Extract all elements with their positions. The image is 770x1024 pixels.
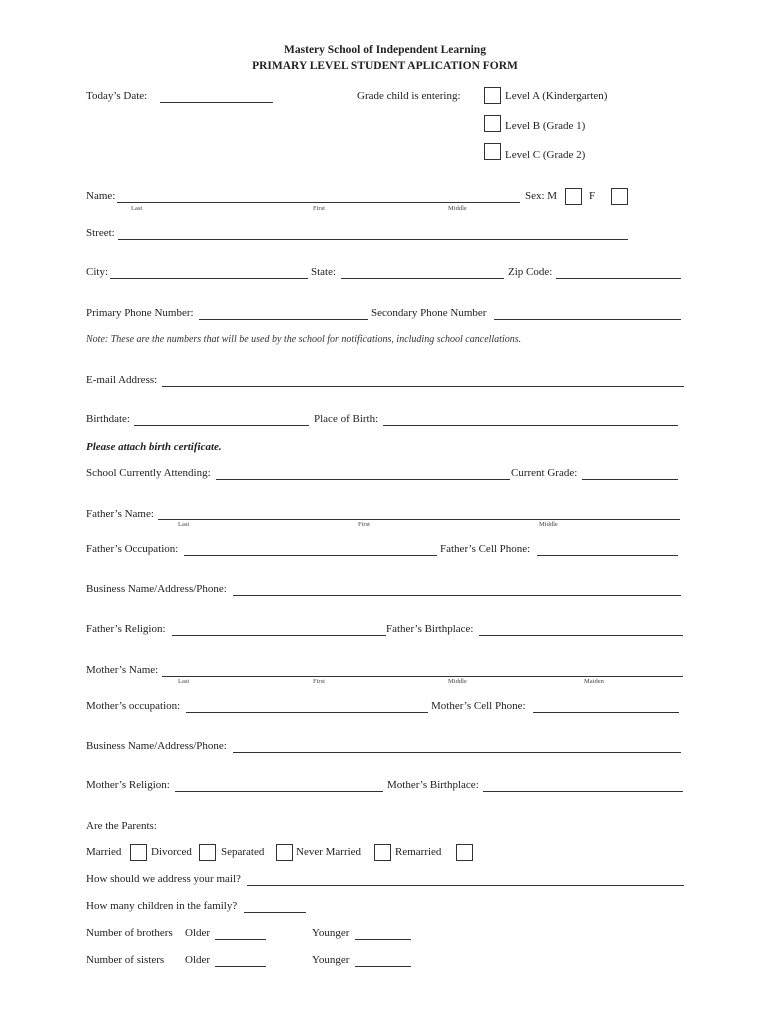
name-field[interactable] [117, 202, 520, 203]
todays-date-field[interactable] [160, 102, 273, 103]
married-checkbox[interactable] [130, 844, 147, 861]
father-sub-first: First [358, 521, 370, 528]
name-label: Name: [86, 190, 116, 202]
mother-sub-last: Last [178, 678, 190, 685]
primary-phone-field[interactable] [199, 319, 368, 320]
never-married-checkbox[interactable] [374, 844, 391, 861]
name-sub-middle: Middle [448, 205, 467, 212]
form-title: PRIMARY LEVEL STUDENT APLICATION FORM [252, 60, 518, 72]
state-field[interactable] [341, 278, 504, 279]
birthplace-label: Place of Birth: [314, 413, 379, 425]
name-sub-last: Last [131, 205, 143, 212]
mother-sub-middle: Middle [448, 678, 467, 685]
level-c-checkbox[interactable] [484, 143, 501, 160]
secondary-phone-field[interactable] [494, 319, 681, 320]
divorced-label: Divorced [151, 846, 192, 858]
father-name-field[interactable] [158, 519, 680, 520]
street-field[interactable] [118, 239, 628, 240]
birthplace-field[interactable] [383, 425, 678, 426]
remarried-checkbox[interactable] [456, 844, 473, 861]
sisters-older-label: Older [185, 954, 211, 966]
email-label: E-mail Address: [86, 374, 158, 386]
grade-label: Grade child is entering: [357, 90, 461, 102]
father-religion-label: Father’s Religion: [86, 623, 166, 635]
mail-label: How should we address your mail? [86, 873, 241, 885]
brothers-older-field[interactable] [215, 939, 266, 940]
brothers-younger-label: Younger [312, 927, 350, 939]
sex-m-label: Sex: M [525, 190, 558, 202]
married-label: Married [86, 846, 122, 858]
todays-date-label: Today’s Date: [86, 90, 148, 102]
never-married-label: Never Married [296, 846, 362, 858]
remarried-label: Remarried [395, 846, 442, 858]
children-field[interactable] [244, 912, 306, 913]
zip-field[interactable] [556, 278, 681, 279]
mother-sub-first: First [313, 678, 325, 685]
level-b-checkbox[interactable] [484, 115, 501, 132]
mother-occupation-label: Mother’s occupation: [86, 700, 181, 712]
attach-note: Please attach birth certificate. [86, 441, 222, 453]
level-c-label: Level C (Grade 2) [505, 149, 586, 161]
birthdate-label: Birthdate: [86, 413, 130, 425]
sisters-label: Number of sisters [86, 954, 165, 966]
city-label: City: [86, 266, 109, 278]
parents-label: Are the Parents: [86, 820, 157, 832]
father-sub-last: Last [178, 521, 190, 528]
current-grade-label: Current Grade: [511, 467, 578, 479]
brothers-younger-field[interactable] [355, 939, 411, 940]
sex-f-label: F [589, 190, 596, 202]
father-cell-field[interactable] [537, 555, 678, 556]
divorced-checkbox[interactable] [199, 844, 216, 861]
school-label: School Currently Attending: [86, 467, 211, 479]
city-field[interactable] [110, 278, 308, 279]
father-occupation-field[interactable] [184, 555, 437, 556]
birthdate-field[interactable] [134, 425, 309, 426]
mother-religion-field[interactable] [175, 791, 383, 792]
street-label: Street: [86, 227, 115, 239]
level-a-checkbox[interactable] [484, 87, 501, 104]
father-birthplace-label: Father’s Birthplace: [386, 623, 474, 635]
mother-sub-maiden: Maiden [584, 678, 604, 685]
mother-name-label: Mother’s Name: [86, 664, 159, 676]
mother-religion-label: Mother’s Religion: [86, 779, 170, 791]
father-cell-label: Father’s Cell Phone: [440, 543, 531, 555]
sisters-older-field[interactable] [215, 966, 266, 967]
father-business-label: Business Name/Address/Phone: [86, 583, 227, 595]
school-name: Mastery School of Independent Learning [284, 44, 486, 56]
children-label: How many children in the family? [86, 900, 238, 912]
sisters-younger-label: Younger [312, 954, 350, 966]
mother-business-label: Business Name/Address/Phone: [86, 740, 227, 752]
name-sub-first: First [313, 205, 325, 212]
level-b-label: Level B (Grade 1) [505, 120, 586, 132]
father-business-field[interactable] [233, 595, 681, 596]
current-grade-field[interactable] [582, 479, 678, 480]
father-name-label: Father’s Name: [86, 508, 154, 520]
school-field[interactable] [216, 479, 510, 480]
mother-cell-label: Mother’s Cell Phone: [431, 700, 526, 712]
mother-name-field[interactable] [162, 676, 683, 677]
brothers-label: Number of brothers [86, 927, 173, 939]
mail-field[interactable] [247, 885, 684, 886]
mother-birthplace-field[interactable] [483, 791, 683, 792]
mother-business-field[interactable] [233, 752, 681, 753]
email-field[interactable] [162, 386, 684, 387]
separated-label: Separated [221, 846, 265, 858]
zip-label: Zip Code: [508, 266, 553, 278]
primary-phone-label: Primary Phone Number: [86, 307, 194, 319]
sex-f-checkbox[interactable] [611, 188, 628, 205]
secondary-phone-label: Secondary Phone Number [371, 307, 487, 319]
state-label: State: [311, 266, 337, 278]
father-birthplace-field[interactable] [479, 635, 683, 636]
father-sub-middle: Middle [539, 521, 558, 528]
mother-birthplace-label: Mother’s Birthplace: [387, 779, 479, 791]
mother-cell-field[interactable] [533, 712, 679, 713]
mother-occupation-field[interactable] [186, 712, 428, 713]
sisters-younger-field[interactable] [355, 966, 411, 967]
father-occupation-label: Father’s Occupation: [86, 543, 179, 555]
brothers-older-label: Older [185, 927, 211, 939]
sex-m-checkbox[interactable] [565, 188, 582, 205]
separated-checkbox[interactable] [276, 844, 293, 861]
level-a-label: Level A (Kindergarten) [505, 90, 608, 102]
phone-note: Note: These are the numbers that will be used by the school for notifications, including school cancellations. [86, 334, 522, 345]
father-religion-field[interactable] [172, 635, 386, 636]
